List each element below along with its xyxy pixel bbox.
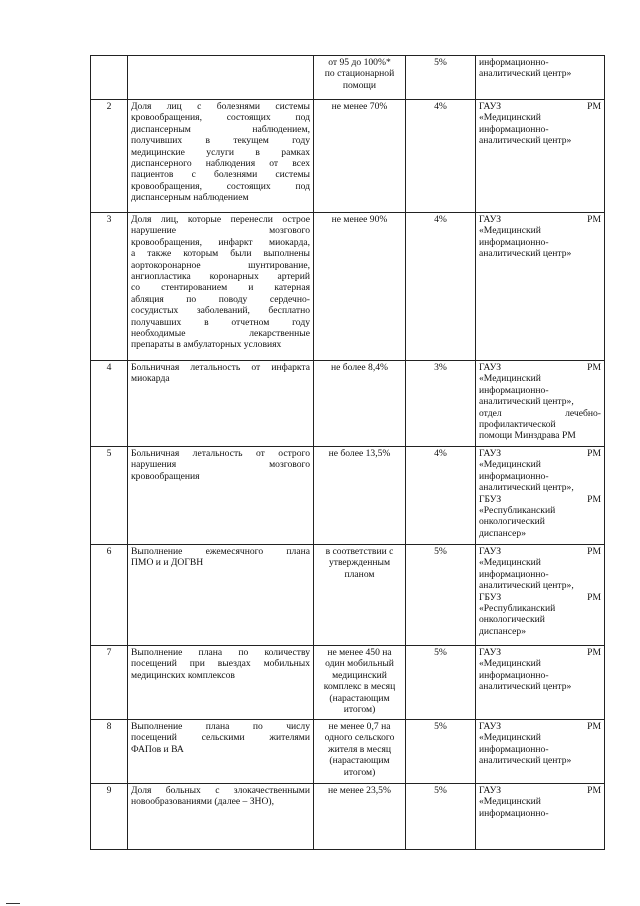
organization-line: информационно- — [479, 123, 549, 135]
description-line: диспансерным наблюдением, — [131, 123, 310, 135]
organization-type: ГАУЗ — [479, 448, 502, 459]
organization-line: «Медицинский — [479, 112, 541, 124]
description-line: сосудистых заболеваний, бесплатно — [131, 305, 310, 317]
organization-line: «Медицинский — [479, 225, 541, 237]
target-line: не более 8,4% — [330, 362, 389, 373]
row-number: 4 — [91, 361, 128, 447]
indicator-description — [128, 447, 314, 545]
description-line: ФАПов и ВА — [131, 743, 184, 755]
target-line: помощи — [342, 79, 377, 91]
indicator-description — [128, 100, 314, 213]
organization-line: «Медицинский — [479, 796, 541, 808]
row-number: 8 — [91, 720, 128, 784]
organization-line: аналитический центр» — [479, 681, 572, 693]
target-value — [314, 56, 406, 100]
organization-line: информационно- — [479, 470, 549, 482]
organization-line: «Медицинский — [479, 658, 541, 670]
target-value — [314, 545, 406, 646]
region-code: РМ — [587, 647, 601, 658]
indicator-description — [128, 56, 314, 100]
organization-line: «Медицинский — [479, 459, 541, 471]
responsible-organization — [476, 361, 605, 447]
indicator-weight: 5% — [406, 646, 476, 720]
organization-line: аналитический центр» — [479, 755, 572, 767]
indicator-description — [128, 646, 314, 720]
indicator-weight: 4% — [406, 213, 476, 361]
organization-type: ГАУЗ — [479, 546, 502, 557]
target-value — [314, 447, 406, 545]
description-line: диспансерного наблюдения от всех — [131, 158, 310, 170]
target-line: утвержденным — [328, 557, 391, 569]
organization-header — [479, 721, 601, 732]
region-code: РМ — [587, 546, 601, 557]
organization-line: диспансер» — [479, 625, 527, 637]
target-line: одного сельского — [324, 732, 395, 744]
organization-line: информационно- — [479, 57, 549, 68]
description-line: абляция по поводу сердечно- — [131, 293, 310, 305]
table-row — [91, 784, 605, 850]
organization-line: «Медицинский — [479, 557, 541, 569]
description-line: препараты в амбулаторных условиях — [131, 339, 282, 351]
region-code: РМ — [587, 721, 601, 732]
target-value — [314, 646, 406, 720]
organization-line: аналитический центр» — [479, 68, 572, 80]
description-line: ангиопластика коронарных артерий — [131, 271, 310, 283]
organization-line: информационно- — [479, 669, 549, 681]
organization-line: помощи Минздрава РМ — [479, 430, 576, 442]
target-line: от 95 до 100%* — [328, 57, 391, 68]
description-line: нарушения мозгового — [131, 459, 310, 471]
organization-line: информационно- — [479, 568, 549, 580]
target-line: в соответствии с — [325, 546, 394, 557]
indicator-description — [128, 545, 314, 646]
region-code: РМ — [587, 785, 601, 796]
indicator-description — [128, 213, 314, 361]
description-line: кровообращения, состоящих под — [131, 112, 310, 124]
description-line: Доля больных с злокачественными — [131, 785, 310, 796]
table-row — [91, 100, 605, 213]
description-line: аортокоронарное шунтирование, — [131, 259, 310, 271]
target-line: не менее 23,5% — [328, 785, 391, 796]
row-number: 3 — [91, 213, 128, 361]
description-line: кровообращения — [131, 470, 200, 482]
organization-type: ГАУЗ — [479, 214, 502, 225]
table-row — [91, 56, 605, 100]
organization-line: «Республиканский — [479, 505, 556, 517]
responsible-organization — [476, 646, 605, 720]
row-number: 9 — [91, 784, 128, 850]
region-code: РМ — [587, 101, 601, 112]
organization-line: «Медицинский — [479, 732, 541, 744]
target-line: комплекс в месяц — [323, 681, 396, 693]
target-value — [314, 784, 406, 850]
target-line: не менее 0,7 на — [328, 721, 391, 732]
row-number — [91, 56, 128, 100]
organization-line: профилактической — [479, 419, 556, 431]
organization-type: ГАУЗ — [479, 647, 502, 658]
scan-mark — [6, 903, 20, 904]
description-line: посещений сельскими жителями — [131, 732, 310, 744]
organization-header — [479, 214, 601, 225]
indicator-weight: 5% — [406, 56, 476, 100]
organization-line: ГБУЗ РМ — [479, 591, 601, 603]
responsible-organization — [476, 545, 605, 646]
target-line: не менее 450 на — [327, 647, 392, 658]
organization-line: онкологический — [479, 614, 545, 626]
target-line: итогом) — [343, 766, 376, 778]
organization-line: информационно- — [479, 236, 549, 248]
responsible-organization — [476, 56, 605, 100]
organization-line: информационно- — [479, 384, 549, 396]
organization-line: аналитический центр», — [479, 482, 574, 494]
target-line: жителя в месяц — [327, 743, 392, 755]
table-row — [91, 447, 605, 545]
organization-header — [479, 448, 601, 459]
row-number: 5 — [91, 447, 128, 545]
description-line: со стентированием и катерная — [131, 282, 310, 294]
indicator-weight: 4% — [406, 100, 476, 213]
description-line: Доля лиц с болезнями системы — [131, 101, 310, 112]
indicator-weight: 4% — [406, 447, 476, 545]
region-code: РМ — [587, 214, 601, 225]
organization-line: информационно- — [479, 743, 549, 755]
description-line: получавших в отчетном году — [131, 316, 310, 328]
description-line: медицинские услуги в рамках — [131, 146, 310, 158]
indicator-weight: 5% — [406, 545, 476, 646]
organization-line: диспансер» — [479, 527, 527, 539]
description-line: миокарда — [131, 373, 170, 385]
indicator-description — [128, 361, 314, 447]
organization-header — [479, 647, 601, 658]
target-line: итогом) — [343, 704, 376, 716]
organization-line: аналитический центр», — [479, 396, 574, 408]
target-value — [314, 361, 406, 447]
organization-line: аналитический центр» — [479, 135, 572, 147]
description-line: нарушение мозгового — [131, 225, 310, 237]
organization-header — [479, 101, 601, 112]
table-row — [91, 545, 605, 646]
organization-line: «Медицинский — [479, 373, 541, 385]
target-line: (нарастающим — [329, 692, 390, 704]
target-value — [314, 213, 406, 361]
target-line: один мобильный — [325, 658, 394, 670]
row-number: 6 — [91, 545, 128, 646]
row-number: 7 — [91, 646, 128, 720]
table-row — [91, 213, 605, 361]
organization-line: отдел лечебно- — [479, 407, 601, 419]
target-line: по стационарной — [324, 68, 395, 80]
organization-header — [479, 362, 601, 373]
description-line: посещений при выездах мобильных — [131, 658, 310, 670]
target-line: планом — [344, 568, 375, 580]
target-value — [314, 720, 406, 784]
organization-header — [479, 546, 601, 557]
description-line: пациентов с болезнями системы — [131, 169, 310, 181]
description-line: медицинских комплексов — [131, 669, 235, 681]
organization-line: «Республиканский — [479, 603, 556, 615]
table-row — [91, 361, 605, 447]
description-line: а также которым были выполнены — [131, 248, 310, 260]
organization-line: онкологический — [479, 516, 545, 528]
responsible-organization — [476, 100, 605, 213]
row-number: 2 — [91, 100, 128, 213]
target-line: не более 13,5% — [328, 448, 391, 459]
description-line: диспансерным наблюдением — [131, 192, 249, 204]
organization-type: ГАУЗ — [479, 362, 502, 373]
responsible-organization — [476, 447, 605, 545]
organization-line: информационно- — [479, 807, 549, 819]
description-line: кровообращения, инфаркт миокарда, — [131, 236, 310, 248]
target-value — [314, 100, 406, 213]
indicator-weight: 3% — [406, 361, 476, 447]
region-code: РМ — [587, 448, 601, 459]
responsible-organization — [476, 784, 605, 850]
description-line: новообразованиями (далее – ЗНО), — [131, 796, 274, 808]
description-line: кровообращения, состоящих под — [131, 180, 310, 192]
description-line: Выполнение плана по числу — [131, 721, 310, 732]
description-line: Больничная летальность от острого — [131, 448, 310, 459]
target-line: (нарастающим — [329, 755, 390, 767]
indicator-weight: 5% — [406, 720, 476, 784]
description-line: получивших в текущем году — [131, 135, 310, 147]
indicator-description — [128, 784, 314, 850]
responsible-organization — [476, 720, 605, 784]
organization-type: ГАУЗ — [479, 721, 502, 732]
organization-line: аналитический центр» — [479, 248, 572, 260]
responsible-organization — [476, 213, 605, 361]
description-line: Доля лиц, которые перенесли острое — [131, 214, 310, 225]
indicator-description — [128, 720, 314, 784]
target-line: медицинский — [332, 669, 387, 681]
organization-type: ГАУЗ — [479, 785, 502, 796]
description-line: Выполнение плана по количеству — [131, 647, 310, 658]
target-line: не менее 90% — [331, 214, 388, 225]
description-line: необходимые лекарственные — [131, 328, 310, 340]
organization-line: ГБУЗ РМ — [479, 493, 601, 505]
table-row — [91, 720, 605, 784]
indicators-table — [90, 55, 605, 850]
description-line: ПМО и и ДОГВН — [131, 557, 204, 569]
target-line: не менее 70% — [331, 101, 388, 112]
description-line: Больничная летальность от инфаркта — [131, 362, 310, 373]
organization-line: аналитический центр», — [479, 580, 574, 592]
organization-header — [479, 785, 601, 796]
description-line: Выполнение ежемесячного плана — [131, 546, 310, 557]
indicator-weight: 5% — [406, 784, 476, 850]
organization-type: ГАУЗ — [479, 101, 502, 112]
region-code: РМ — [587, 362, 601, 373]
table-row — [91, 646, 605, 720]
